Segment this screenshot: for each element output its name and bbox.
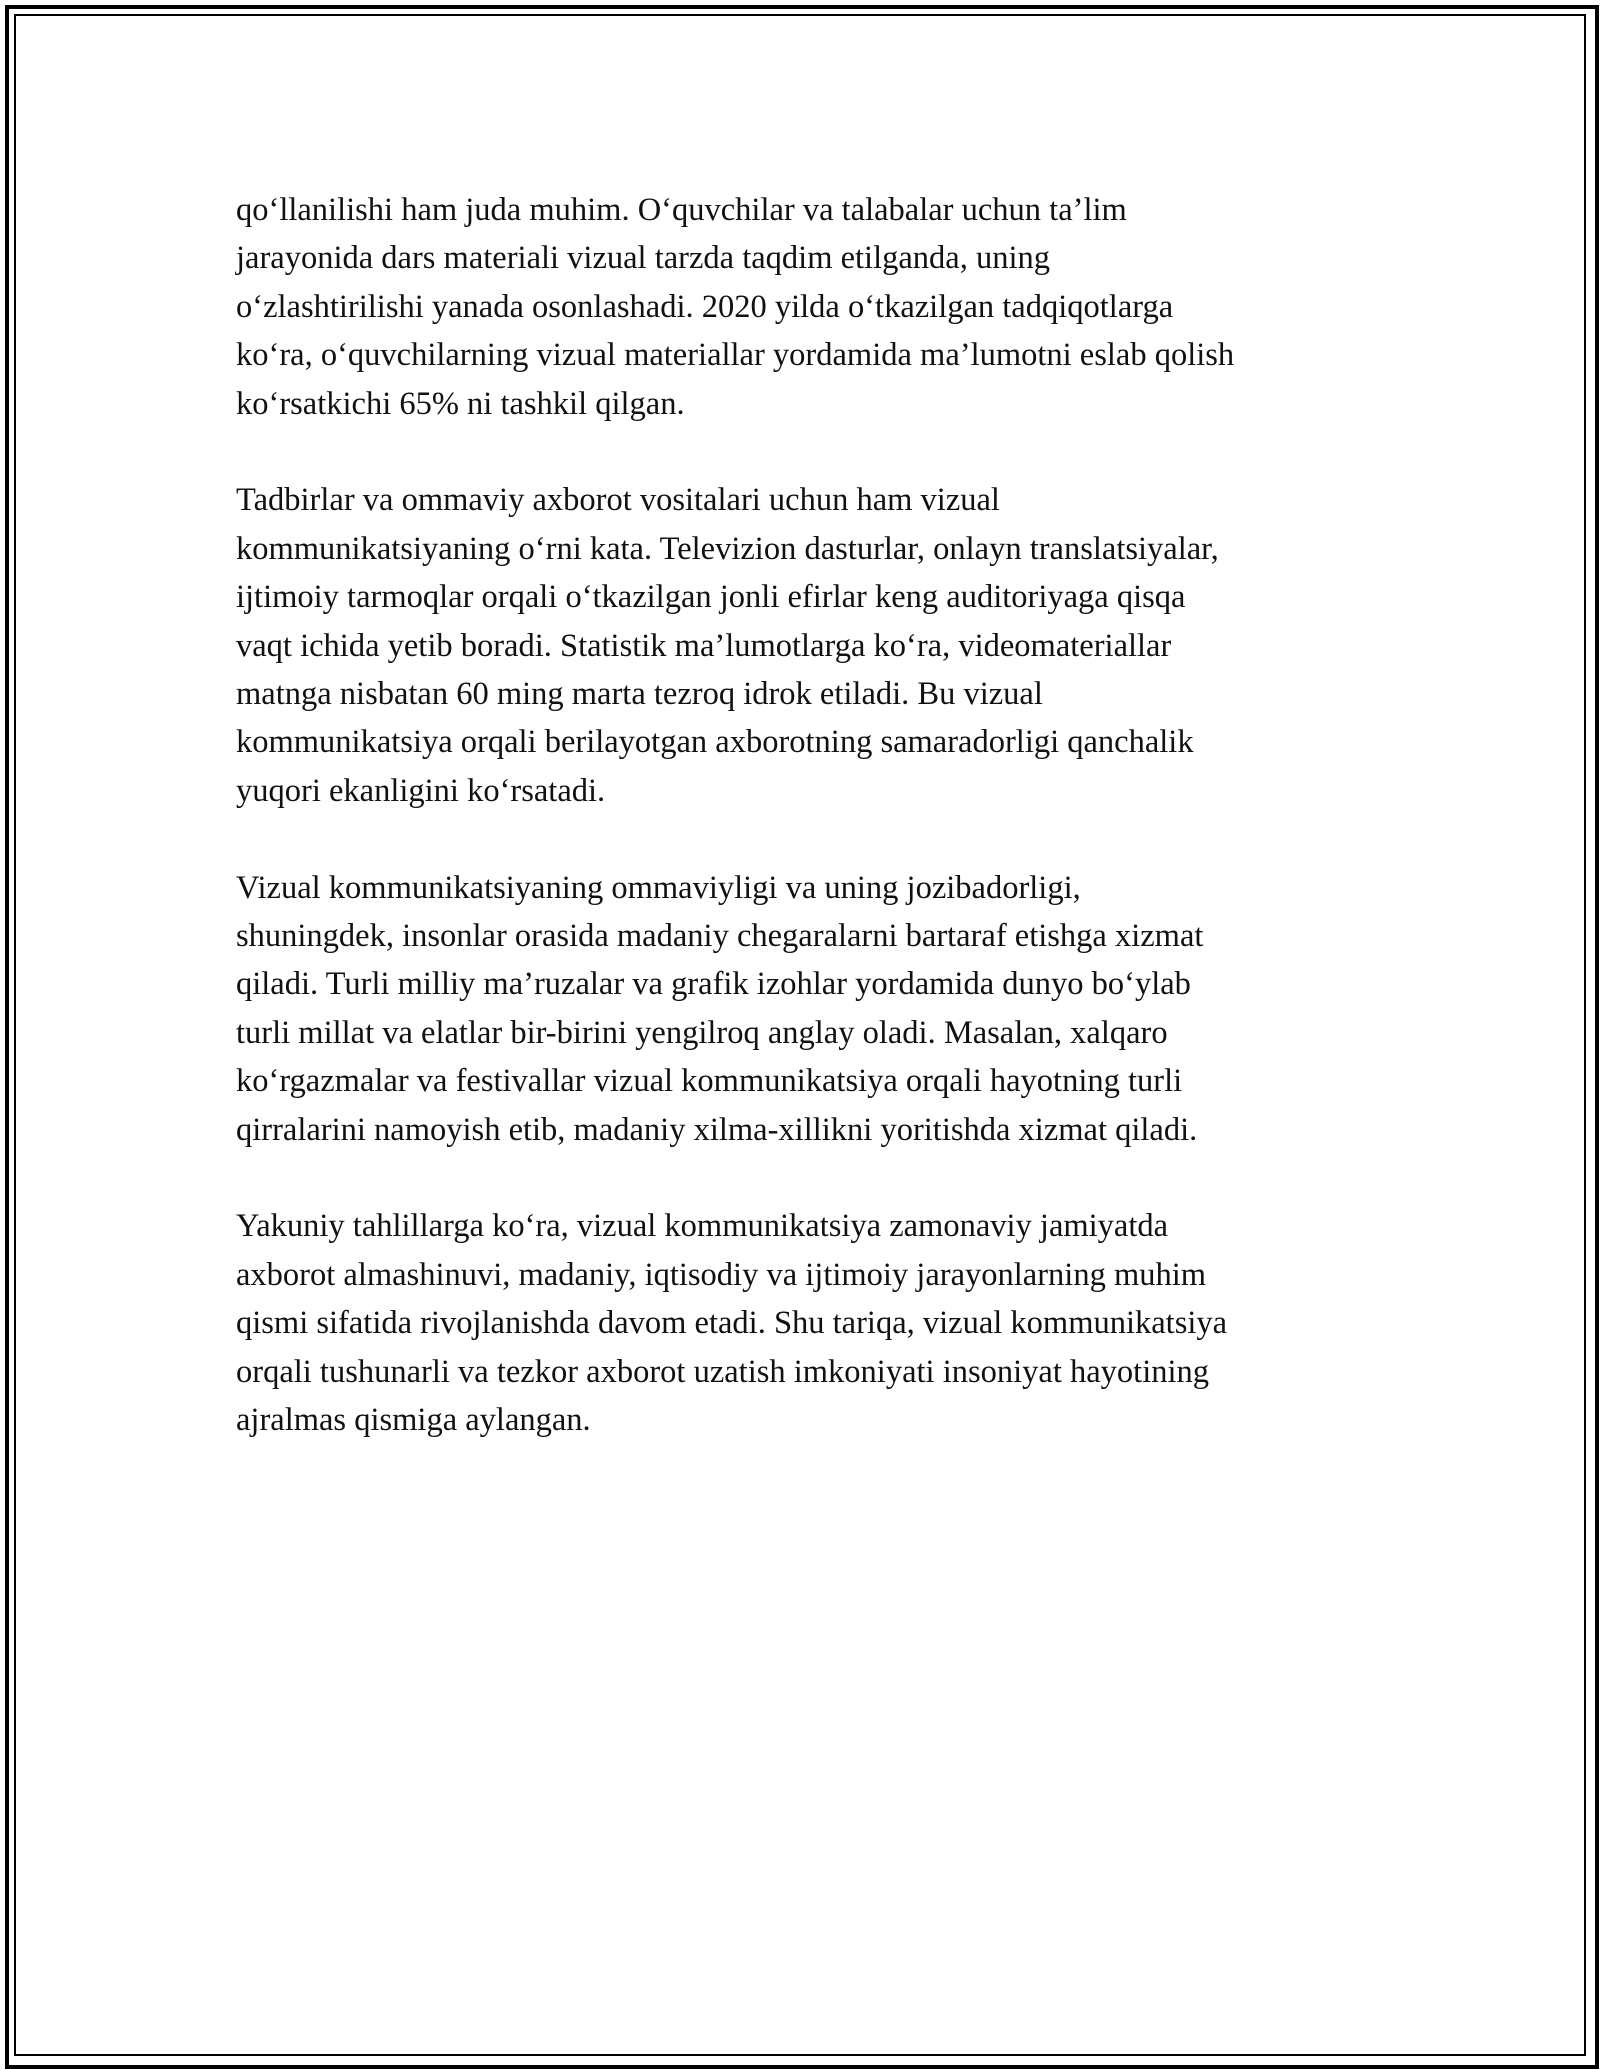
paragraph-media: Tadbirlar va ommaviy axborot vositalari uchun ham vizual kommunikatsiyaning o‘rni kata. Televizion dasturlar, onlayn translatsiyalar, ijtimoiy tarmoqlar orqali o‘tkazilgan jonli efirlar keng auditoriyaga qisqa vaqt ichida yetib boradi. Statistik ma’lumotlarga ko‘ra, videomateriallar matnga nisbatan 60 ming marta tezroq idrok etiladi. Bu vizual kommunikatsiya orqali berilayotgan axborotning samaradorligi qanchalik yuqori ekanligini ko‘rsatadi. <box>236 482 1219 809</box>
paragraph-education: qo‘llanilishi ham juda muhim. O‘quvchilar va talabalar uchun ta’lim jarayonida dars materiali vizual tarzda taqdim etilganda, uning o‘zlashtirilishi yanada osonlashadi. 2020 yilda o‘tkazilgan tadqiqotlarga ko‘ra, o‘quvchilarning vizual materiallar yordamida ma’lumotni eslab qolish ko‘rsatkichi 65% ni tashkil qilgan. <box>236 192 1235 422</box>
document-body <box>236 186 1386 1493</box>
paragraph-culture: Vizual kommunikatsiyaning ommaviyligi va uning jozibadorligi, shuningdek, insonlar orasida madaniy chegaralarni bartaraf etishga xizmat qiladi. Turli milliy ma’ruzalar va grafik izohlar yordamida dunyo bo‘ylab turli millat va elatlar bir-birini yengilroq anglay oladi. Masalan, xalqaro ko‘rgazmalar va festivallar vizual kommunikatsiya orqali hayotning turli qirralarini namoyish etib, madaniy xilma-xillikni yoritishda xizmat qiladi. <box>236 869 1204 1148</box>
paragraph-conclusion: Yakuniy tahlillarga ko‘ra, vizual kommunikatsiya zamonaviy jamiyatda axborot almashinuvi, madaniy, iqtisodiy va ijtimoiy jarayonlarning muhim qismi sifatida rivojlanishda davom etadi. Shu tariqa, vizual kommunikatsiya orqali tushunarli va tezkor axborot uzatish imkoniyati insoniyat hayotining ajralmas qismiga aylangan. <box>236 1208 1228 1439</box>
